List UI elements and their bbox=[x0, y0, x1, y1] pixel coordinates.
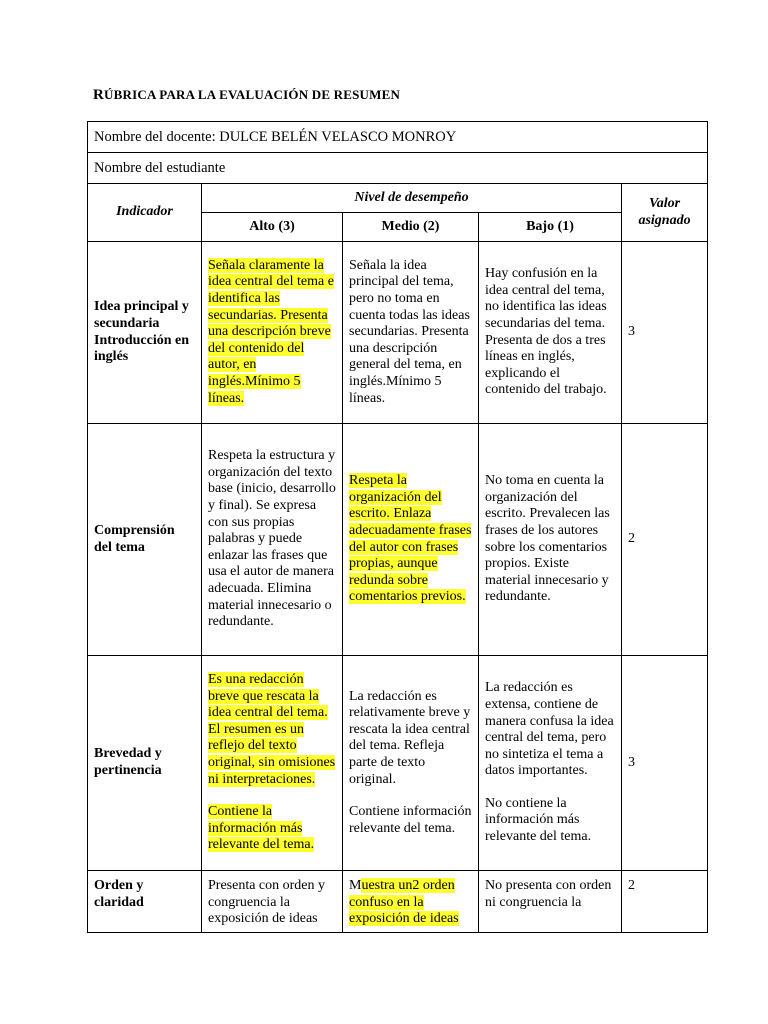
title-initial: R bbox=[93, 87, 105, 103]
cell-paragraph: La redacción es extensa, contiene de manera confusa la idea central del tema, pero no sintetiza el tema a datos importantes. bbox=[485, 680, 614, 779]
indicator-cell: Idea principal y secundaria Introducción en inglés bbox=[88, 242, 202, 424]
estudiante-cell: Nombre del estudiante bbox=[88, 153, 708, 184]
highlighted-text: Es una redacción breve que rescata la idea central del tema. El resumen es un reflejo del texto original, sin omisiones ni interpretaciones. bbox=[208, 672, 336, 787]
docente-row bbox=[88, 122, 708, 153]
valor-cell: 2 bbox=[622, 424, 708, 656]
highlighted-text: Contiene la información más relevante del tema. bbox=[208, 804, 315, 853]
header-medio: Medio (2) bbox=[343, 213, 479, 242]
header-alto: Alto (3) bbox=[202, 213, 343, 242]
highlighted-text: Respeta la organización del escrito. Enlaza adecuadamente frases del autor con frases propias, aunque redunda sobre comentarios previos. bbox=[349, 473, 472, 605]
cell-paragraph: No contiene la información más relevante del tema. bbox=[485, 795, 592, 845]
indicator-cell: Orden y claridad bbox=[88, 871, 202, 933]
table-row bbox=[88, 242, 708, 424]
highlighted-text: uestra un2 orden confuso en la exposición de ideas bbox=[349, 878, 459, 927]
alto-cell bbox=[202, 242, 343, 424]
header-nivel: Nivel de desempeño bbox=[202, 184, 622, 213]
rubric-table bbox=[87, 121, 708, 933]
bajo-cell: No toma en cuenta la organización del escrito. Prevalecen las frases de los autores sobre los comentarios propios. Existe material innecesario y redundante. bbox=[479, 424, 622, 656]
medio-cell bbox=[343, 424, 479, 656]
highlighted-text: Señala claramente la idea central del tema e identifica las secundarias. Presenta una descripción breve del contenido del autor, en inglés.Mínimo 5 líneas. bbox=[208, 257, 334, 406]
alto-cell: Respeta la estructura y organización del texto base (inicio, desarrollo y final). Se expresa con sus propias palabras y puede enlazar las frases que usa el autor de manera adecuada. Elimina material innecesario o redundante. bbox=[202, 424, 343, 656]
medio-cell bbox=[343, 871, 479, 933]
cell-paragraph: La redacción es relativamente breve y rescata la idea central del tema. Refleja parte de texto original. bbox=[349, 688, 471, 787]
cell-paragraph: Contiene información relevante del tema. bbox=[349, 804, 472, 836]
table-row bbox=[88, 424, 708, 656]
table-row bbox=[88, 656, 708, 871]
docente-cell: Nombre del docente: DULCE BELÉN VELASCO MONROY bbox=[88, 122, 708, 153]
bajo-cell: No presenta con orden ni congruencia la bbox=[479, 871, 622, 933]
valor-cell: 3 bbox=[622, 242, 708, 424]
medio-cell bbox=[343, 656, 479, 871]
indicator-cell: Comprensión del tema bbox=[88, 424, 202, 656]
cell-text: M bbox=[349, 878, 362, 893]
alto-cell bbox=[202, 656, 343, 871]
header-row-1 bbox=[88, 184, 708, 213]
header-indicador: Indicador bbox=[88, 184, 202, 242]
valor-cell: 3 bbox=[622, 656, 708, 871]
header-valor: Valor asignado bbox=[622, 184, 708, 242]
alto-cell: Presenta con orden y congruencia la exposición de ideas bbox=[202, 871, 343, 933]
indicator-cell: Brevedad y pertinencia bbox=[88, 656, 202, 871]
estudiante-row bbox=[88, 153, 708, 184]
medio-cell: Señala la idea principal del tema, pero no toma en cuenta todas las ideas secundarias. Presenta una descripción general del tema, en inglés.Mínimo 5 líneas. bbox=[343, 242, 479, 424]
bajo-cell bbox=[479, 656, 622, 871]
document-title bbox=[93, 87, 400, 104]
table-row bbox=[88, 871, 708, 933]
title-rest: ÚBRICA PARA LA EVALUACIÓN DE RESUMEN bbox=[104, 87, 401, 102]
bajo-cell: Hay confusión en la idea central del tema, no identifica las ideas secundarias del tema. Presenta de dos a tres líneas en inglés, explicando el contenido del trabajo. bbox=[479, 242, 622, 424]
valor-cell: 2 bbox=[622, 871, 708, 933]
header-bajo: Bajo (1) bbox=[479, 213, 622, 242]
